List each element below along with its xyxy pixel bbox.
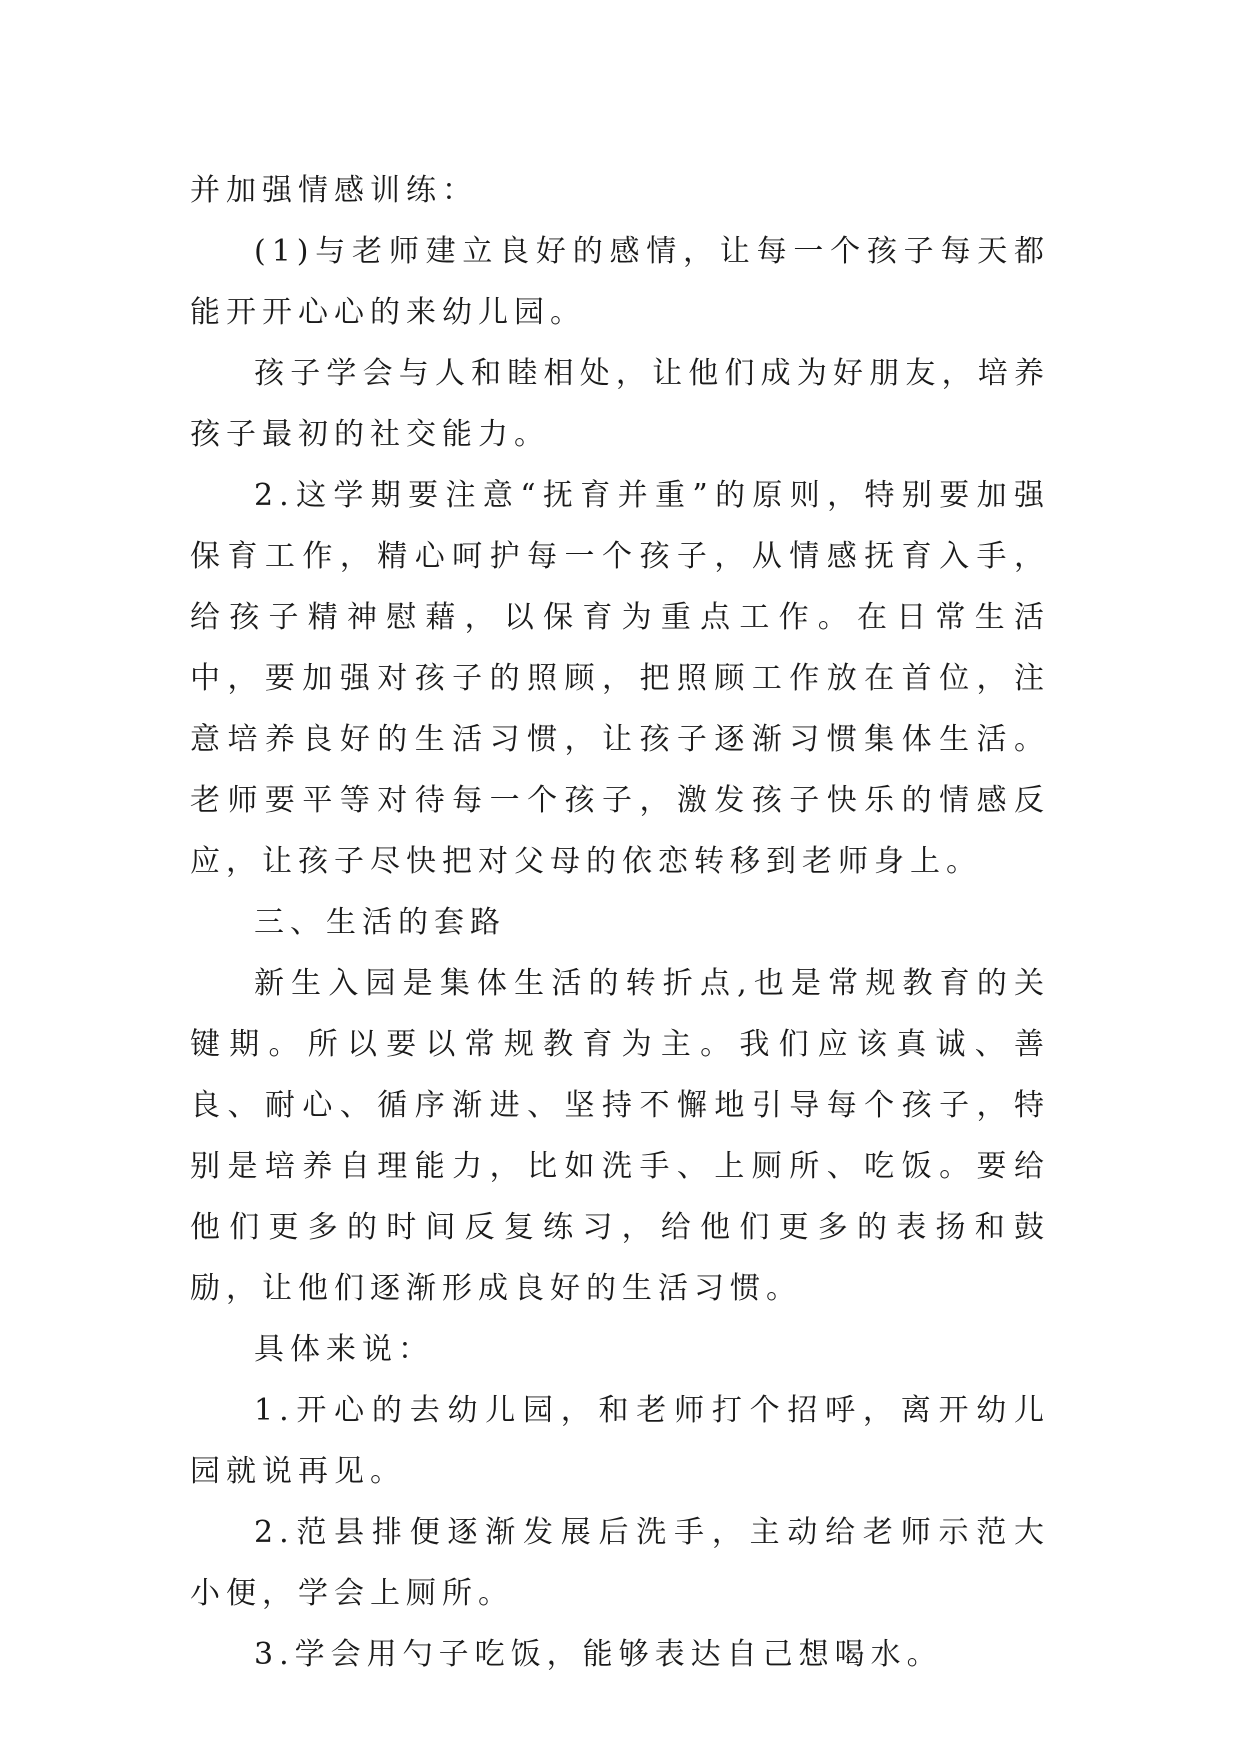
list-item-2: 2.范县排便逐渐发展后洗手，主动给老师示范大小便，学会上厕所。 — [190, 1515, 1050, 1611]
list-item-1: 1.开心的去幼儿园，和老师打个招呼，离开幼儿园就说再见。 — [190, 1393, 1050, 1489]
section-heading: 三、生活的套路 — [254, 905, 506, 940]
paragraph-3: 孩子学会与人和睦相处，让他们成为好朋友，培养孩子最初的社交能力。 — [190, 356, 1050, 452]
paragraph-2: (1)与老师建立良好的感情，让每一个孩子每天都能开开心心的来幼儿园。 — [190, 234, 1050, 330]
paragraph-1: 并加强情感训练： — [190, 173, 478, 208]
document-body — [190, 160, 1050, 1685]
list-item-3: 3.学会用勺子吃饭，能够表达自己想喝水。 — [254, 1637, 943, 1672]
paragraph-6: 具体来说： — [254, 1332, 434, 1367]
paragraph-5: 新生入园是集体生活的转折点,也是常规教育的关键期。所以要以常规教育为主。我们应该真诚、善良、耐心、循序渐进、坚持不懈地引导每个孩子，特别是培养自理能力，比如洗手、上厕所、吃饭。要给他们更多的时间反复练习，给他们更多的表扬和鼓励，让他们逐渐形成良好的生活习惯。 — [190, 966, 1050, 1306]
paragraph-4: 2.这学期要注意“抚育并重”的原则，特别要加强保育工作，精心呵护每一个孩子，从情感抚育入手，给孩子精神慰藉，以保育为重点工作。在日常生活中，要加强对孩子的照顾，把照顾工作放在首位，注意培养良好的生活习惯，让孩子逐渐习惯集体生活。老师要平等对待每一个孩子，激发孩子快乐的情感反应，让孩子尽快把对父母的依恋转移到老师身上。 — [190, 478, 1050, 879]
